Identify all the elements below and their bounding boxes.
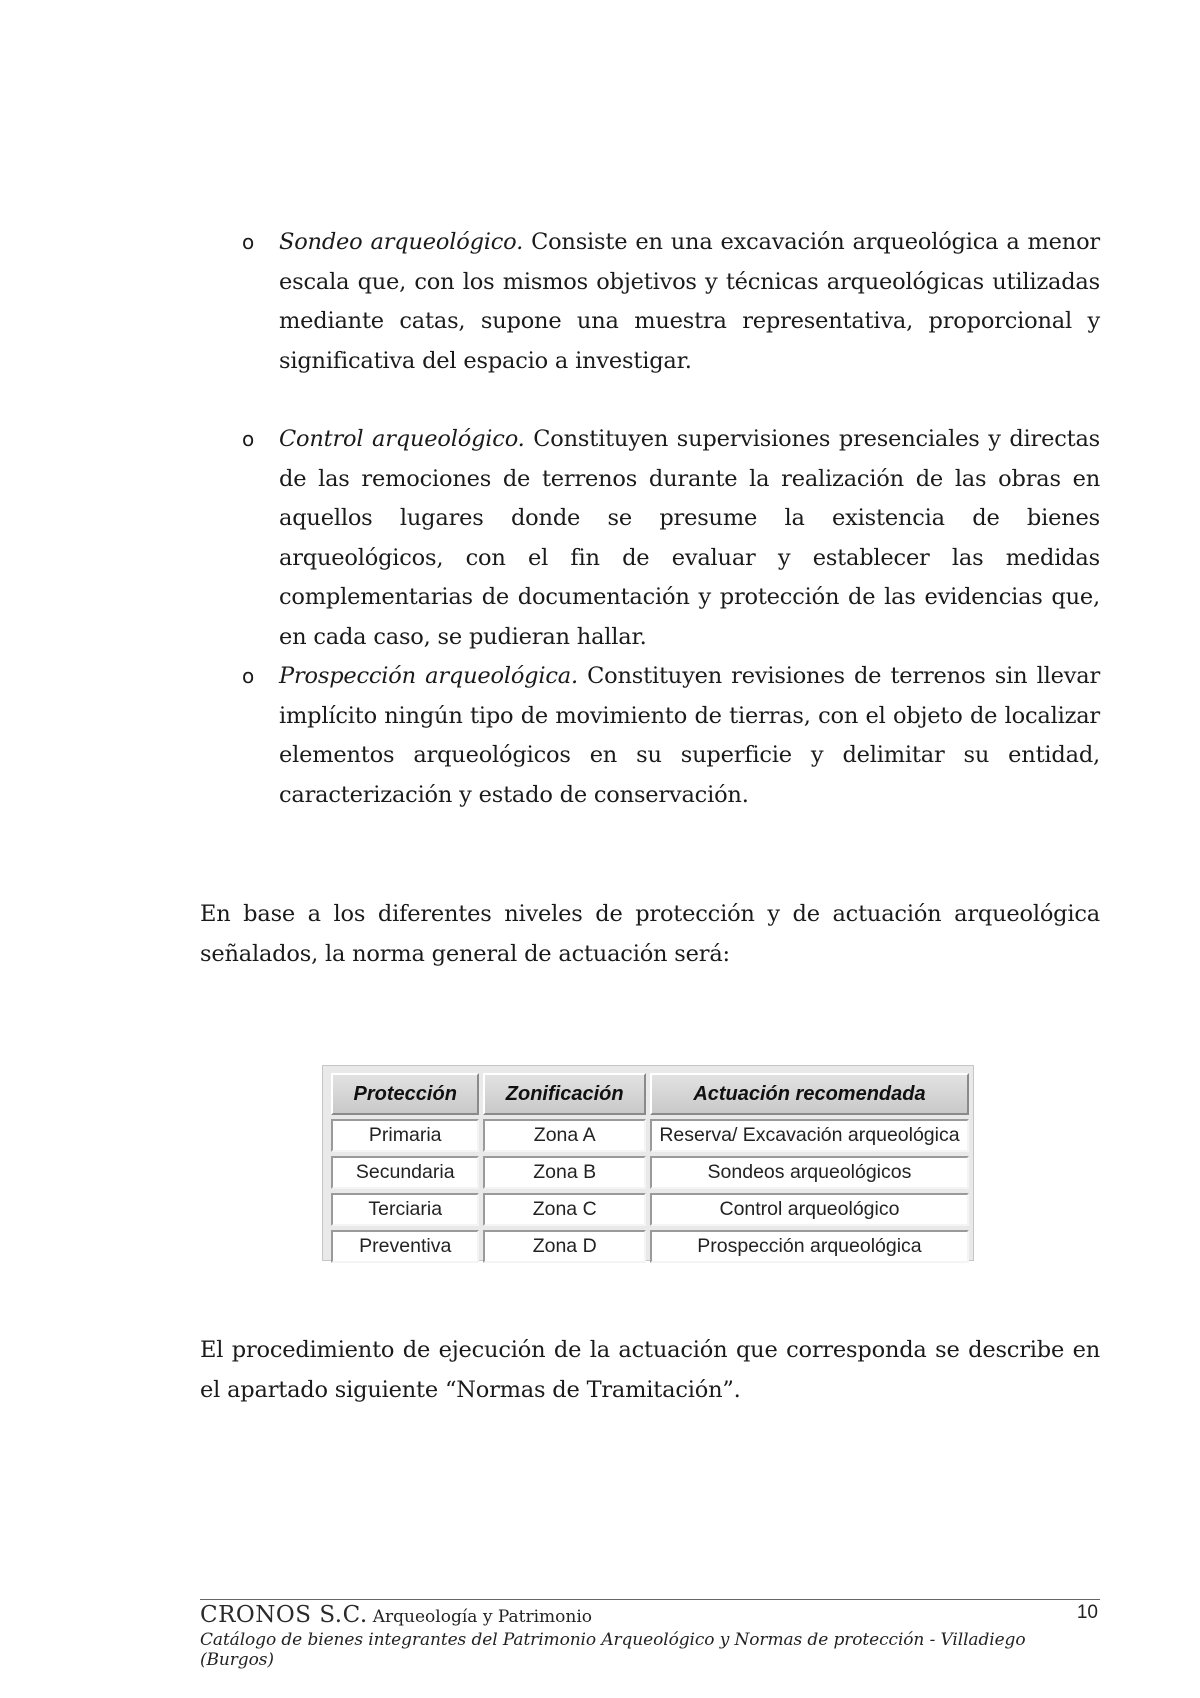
footer-brand-subtitle: Arqueología y Patrimonio bbox=[372, 1607, 593, 1627]
bullet-marker: o bbox=[242, 427, 255, 451]
cell-zonificacion: Zona D bbox=[483, 1230, 645, 1263]
intro-paragraph: En base a los diferentes niveles de protección y de actuación arqueológica señalados, la norma general de actuación será: bbox=[200, 901, 1100, 967]
table-row bbox=[331, 1230, 969, 1263]
protection-table-frame bbox=[322, 1065, 974, 1261]
bullet-text bbox=[279, 657, 1100, 815]
bullet-term: Prospección arqueológica. bbox=[279, 663, 578, 689]
footer-brand: CRONOS S.C. bbox=[200, 1602, 368, 1628]
cell-proteccion: Secundaria bbox=[331, 1156, 479, 1189]
bullet-description: Constituyen supervisiones presenciales y directas de las remociones de terrenos durante la realización de las obras en aquellos lugares donde se presume la existencia de bienes arqueológicos, con el fin de evaluar y establecer las medidas complementarias de documentación y protección de las evidencias que, en cada caso, se pudieran hallar. bbox=[279, 426, 1101, 650]
table-row bbox=[331, 1193, 969, 1226]
cell-zonificacion: Zona B bbox=[483, 1156, 645, 1189]
bullet-description: Constituyen revisiones de terrenos sin llevar implícito ningún tipo de movimiento de tierras, con el objeto de localizar elementos arqueológicos en su superficie y delimitar su entidad, caracterización y estado de conservación. bbox=[279, 663, 1100, 808]
bullet-marker: o bbox=[242, 664, 255, 688]
footer-divider bbox=[200, 1599, 1100, 1600]
page-number: 10 bbox=[1076, 1602, 1098, 1623]
bullet-term: Sondeo arqueológico. bbox=[279, 229, 524, 255]
bullet-control bbox=[200, 420, 1100, 657]
header-actuacion: Actuación recomendada bbox=[650, 1073, 969, 1115]
footer-header-line bbox=[200, 1602, 1100, 1630]
table-row bbox=[331, 1156, 969, 1189]
footer-document-title: Catálogo de bienes integrantes del Patrimonio Arqueológico y Normas de protección - Villadiego (Burgos) bbox=[200, 1630, 1026, 1670]
header-zonificacion: Zonificación bbox=[483, 1073, 645, 1115]
cell-proteccion: Primaria bbox=[331, 1119, 479, 1152]
cell-proteccion: Preventiva bbox=[331, 1230, 479, 1263]
bullet-description: Consiste en una excavación arqueológica a menor escala que, con los mismos objetivos y técnicas arqueológicas utilizadas mediante catas, supone una muestra representativa, proporcional y significativa del espacio a investigar. bbox=[279, 229, 1100, 374]
protection-table bbox=[327, 1069, 973, 1267]
bullet-prospeccion bbox=[200, 657, 1100, 815]
table-row bbox=[331, 1119, 969, 1152]
bullet-term: Control arqueológico. bbox=[279, 426, 525, 452]
cell-actuacion: Reserva/ Excavación arqueológica bbox=[650, 1119, 969, 1152]
cell-proteccion: Terciaria bbox=[331, 1193, 479, 1226]
cell-actuacion: Control arqueológico bbox=[650, 1193, 969, 1226]
cell-actuacion: Sondeos arqueológicos bbox=[650, 1156, 969, 1189]
table-header-row bbox=[331, 1073, 969, 1115]
closing-paragraph: El procedimiento de ejecución de la actuación que corresponda se describe en el apartado siguiente “Normas de Tramitación”. bbox=[200, 1337, 1100, 1403]
cell-zonificacion: Zona A bbox=[483, 1119, 645, 1152]
bullet-text bbox=[279, 223, 1100, 381]
bullet-sondeo bbox=[200, 223, 1100, 381]
header-proteccion: Protección bbox=[331, 1073, 479, 1115]
cell-zonificacion: Zona C bbox=[483, 1193, 645, 1226]
cell-actuacion: Prospección arqueológica bbox=[650, 1230, 969, 1263]
bullet-marker: o bbox=[242, 230, 255, 254]
bullet-text bbox=[279, 420, 1100, 657]
